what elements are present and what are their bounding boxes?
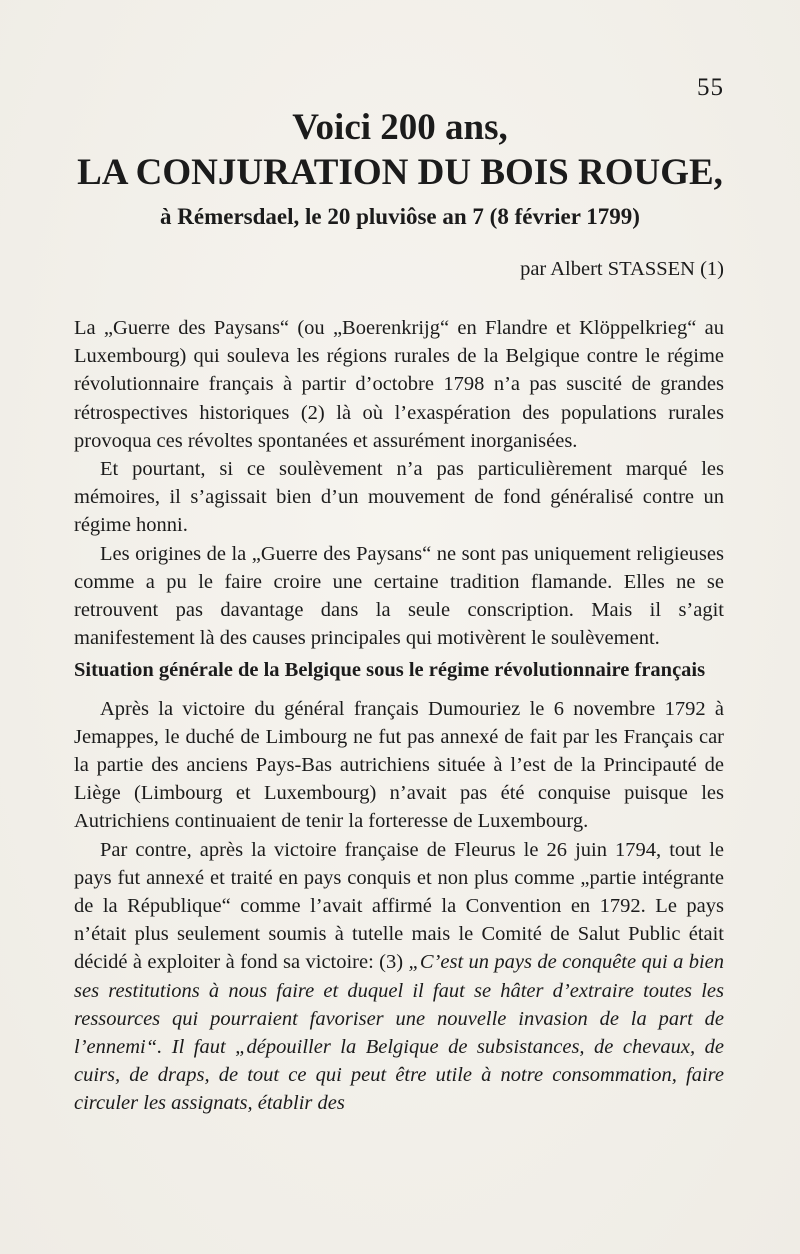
paragraph-3: Les origines de la „Guerre des Paysans“ ne sont pas uniquement religieuses comme a pu le faire croire une certaine tradition flamande. Elles ne se retrouvent pas davantage dans la seule conscription. Mais il s’agit manifestement là des causes principales qui motivèrent le soulèvement.	[74, 542, 724, 650]
title-subtitle: à Rémersdael, le 20 pluviôse an 7 (8 février 1799)	[160, 204, 640, 229]
paragraph-5	[74, 836, 724, 1118]
article-body	[74, 314, 724, 1118]
title-line-2: LA CONJURATION DU BOIS ROUGE,	[77, 152, 723, 193]
author-byline: par Albert STASSEN (1)	[520, 258, 724, 280]
paragraph-4: Après la victoire du général français Dumouriez le 6 novembre 1792 à Jemappes, le duché de Limbourg ne fut pas annexé de fait par les Français car la partie des anciens Pays-Bas autrichiens située à l’est de la Principauté de Liège (Limbourg et Luxembourg) n’avait pas été conquise puisque les Autrichiens continuaient de tenir la forteresse de Luxembourg.	[74, 697, 724, 833]
paragraph-1: La „Guerre des Paysans“ (ou „Boerenkrijg“ en Flandre et Klöppelkrieg“ au Luxembourg) qui souleva les régions rurales de la Belgique contre le régime révolutionnaire français à partir d’octobre 1798 n’a pas suscité de grandes rétrospectives historiques (2) là où l’exaspération des populations rurales provoqua ces révoltes spontanées et assurément inorganisées.	[74, 317, 724, 452]
paragraph-2: Et pourtant, si ce soulèvement n’a pas particulièrement marqué les mémoires, il s’agissait bien d’un mouvement de fond généralisé contre un régime honni.	[74, 458, 724, 537]
article-title	[0, 106, 800, 236]
section-heading: Situation générale de la Belgique sous le régime révolutionnaire français	[74, 659, 706, 682]
page-number: 55	[697, 74, 724, 101]
paragraph-5-quote: „C’est un pays de conquête qui a bien ses restitutions à nous faire et duquel il faut se hâter d’extraire toutes les ressources qui pourraient favoriser une nouvelle invasion de la part de l’ennemi“. Il faut „dépouiller la Belgique de subsistances, de chevaux, de cuirs, de draps, de tout ce qui peut être utile à notre consommation, faire circuler les assignats, établir des	[74, 951, 724, 1115]
title-line-1: Voici 200 ans,	[292, 107, 508, 148]
paragraph-5-text: Par contre, après la victoire française de Fleurus le 26 juin 1794, tout le pays fut annexé et traité en pays conquis et non plus comme „partie intégrante de la République“ comme l’avait affirmé la Convention en 1792. Le pays n’était plus seulement soumis à tutelle mais le Comité de Salut Public était décidé à exploiter à fond sa victoire: (3)	[74, 838, 724, 974]
